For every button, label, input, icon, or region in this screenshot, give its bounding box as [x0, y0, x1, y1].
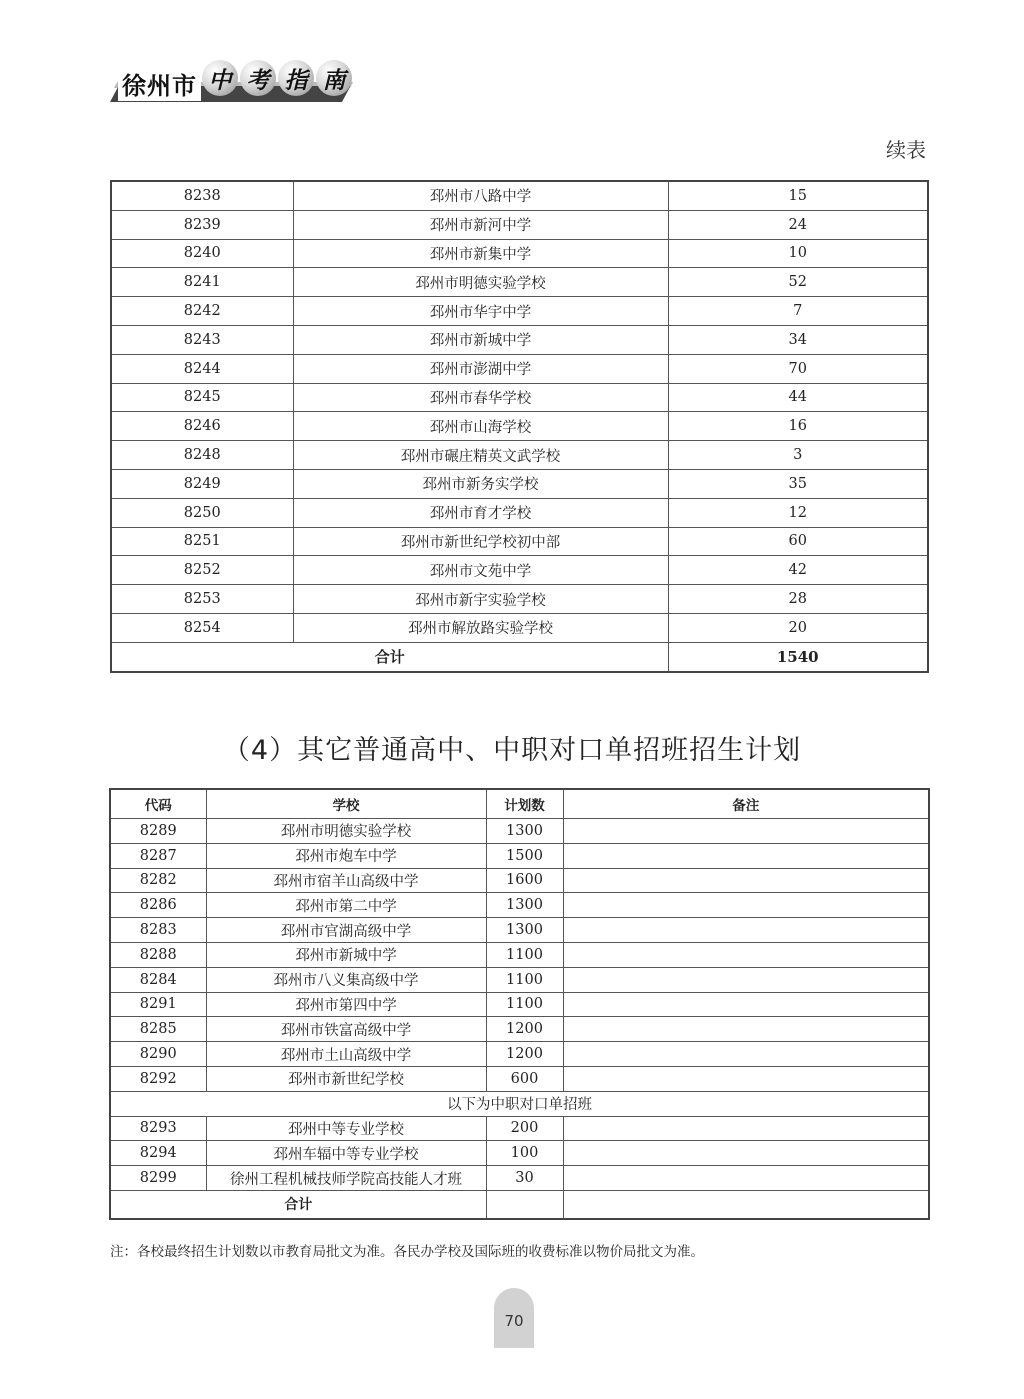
- table-row: [111, 412, 928, 441]
- cell-code: 8246: [111, 412, 293, 441]
- table-row: [111, 527, 928, 556]
- table-row: [110, 1116, 929, 1141]
- cell-code: 8299: [110, 1166, 206, 1191]
- cell-code: 8251: [111, 527, 293, 556]
- table-header-row: [110, 789, 929, 819]
- cell-count: 44: [668, 383, 928, 412]
- header-plan: 计划数: [486, 789, 563, 819]
- cell-school: 邳州市八路中学: [293, 181, 668, 210]
- table-row: [111, 556, 928, 585]
- cell-remark: [563, 992, 929, 1017]
- cell-code: 8292: [110, 1066, 206, 1091]
- cell-remark: [563, 918, 929, 943]
- cell-code: 8242: [111, 297, 293, 326]
- cell-remark: [563, 843, 929, 868]
- cell-school: 邳州市育才学校: [293, 498, 668, 527]
- table-row: [111, 383, 928, 412]
- table-row: [110, 819, 929, 844]
- cell-school: 邳州市解放路实验学校: [293, 613, 668, 642]
- cell-school: 邳州市碾庄精英文武学校: [293, 441, 668, 470]
- cell-count: 42: [668, 556, 928, 585]
- cell-plan: 1300: [486, 893, 563, 918]
- table-row: [110, 1141, 929, 1166]
- cell-school: 邳州市新城中学: [293, 325, 668, 354]
- cell-school: 邳州市宿羊山高级中学: [206, 868, 486, 893]
- cell-code: 8243: [111, 325, 293, 354]
- cell-plan: 1200: [486, 1017, 563, 1042]
- cell-plan: 1600: [486, 868, 563, 893]
- cell-code: 8290: [110, 1042, 206, 1067]
- cell-school: 邳州中等专业学校: [206, 1116, 486, 1141]
- table-row: [111, 354, 928, 383]
- cell-code: 8239: [111, 210, 293, 239]
- cell-code: 8249: [111, 469, 293, 498]
- total-label: 合计: [110, 1190, 486, 1219]
- table-row: [111, 585, 928, 614]
- table-row: [110, 1166, 929, 1191]
- enrollment-plan-table: [109, 788, 930, 1220]
- header-banner: [110, 58, 355, 108]
- cell-plan: 200: [486, 1116, 563, 1141]
- cell-school: 邳州市新世纪学校初中部: [293, 527, 668, 556]
- cell-code: 8245: [111, 383, 293, 412]
- cell-school: 邳州市官湖高级中学: [206, 918, 486, 943]
- cell-school: 邳州市新河中学: [293, 210, 668, 239]
- plan-table-body-vocational: [110, 1116, 929, 1190]
- cell-school: 邳州市新城中学: [206, 942, 486, 967]
- header-school: 学校: [206, 789, 486, 819]
- cell-count: 52: [668, 268, 928, 297]
- cell-count: 60: [668, 527, 928, 556]
- cell-school: 徐州工程机械技师学院高技能人才班: [206, 1166, 486, 1191]
- cell-plan: 1100: [486, 942, 563, 967]
- cell-code: 8244: [111, 354, 293, 383]
- cell-plan: 1100: [486, 967, 563, 992]
- table-row: [111, 325, 928, 354]
- cell-remark: [563, 942, 929, 967]
- cell-code: 8241: [111, 268, 293, 297]
- total-remark-empty: [563, 1190, 929, 1219]
- table-row: [111, 239, 928, 268]
- table-row: [110, 868, 929, 893]
- cell-school: 邳州市新宇实验学校: [293, 585, 668, 614]
- cell-school: 邳州市第四中学: [206, 992, 486, 1017]
- cell-code: 8284: [110, 967, 206, 992]
- cell-count: 15: [668, 181, 928, 210]
- cell-school: 邳州车辐中等专业学校: [206, 1141, 486, 1166]
- continued-label: 续表: [886, 138, 926, 162]
- total-value: 1540: [668, 642, 928, 671]
- cell-plan: 1300: [486, 819, 563, 844]
- table-row: [111, 613, 928, 642]
- divider-row: [110, 1091, 929, 1116]
- cell-plan: 1500: [486, 843, 563, 868]
- cell-school: 邳州市铁富高级中学: [206, 1017, 486, 1042]
- cell-remark: [563, 819, 929, 844]
- cell-count: 28: [668, 585, 928, 614]
- cell-plan: 1300: [486, 918, 563, 943]
- cell-code: 8291: [110, 992, 206, 1017]
- cell-remark: [563, 1141, 929, 1166]
- cell-code: 8294: [110, 1141, 206, 1166]
- quota-table-continued: [110, 180, 929, 673]
- header-city: 徐州市: [118, 66, 201, 101]
- table-row: [111, 210, 928, 239]
- cell-school: 邳州市明德实验学校: [206, 819, 486, 844]
- cell-code: 8287: [110, 843, 206, 868]
- cell-code: 8252: [111, 556, 293, 585]
- cell-remark: [563, 868, 929, 893]
- cell-count: 35: [668, 469, 928, 498]
- table-row: [111, 498, 928, 527]
- guide-char-3: 指: [278, 60, 314, 96]
- cell-code: 8293: [110, 1116, 206, 1141]
- total-plan-empty: [486, 1190, 563, 1219]
- table-row: [111, 181, 928, 210]
- table-row: [110, 992, 929, 1017]
- cell-code: 8238: [111, 181, 293, 210]
- cell-code: 8288: [110, 942, 206, 967]
- table-total-row: [110, 1190, 929, 1219]
- table-row: [110, 1066, 929, 1091]
- cell-school: 邳州市八义集高级中学: [206, 967, 486, 992]
- cell-school: 邳州市澎湖中学: [293, 354, 668, 383]
- cell-count: 70: [668, 354, 928, 383]
- cell-code: 8250: [111, 498, 293, 527]
- header-guide-title: [202, 60, 352, 96]
- plan-table-body-high-school: [110, 819, 929, 1092]
- cell-school: 邳州市春华学校: [293, 383, 668, 412]
- cell-school: 邳州市山海学校: [293, 412, 668, 441]
- cell-school: 邳州市土山高级中学: [206, 1042, 486, 1067]
- table-row: [110, 967, 929, 992]
- cell-code: 8286: [110, 893, 206, 918]
- table-total-row: [111, 642, 928, 671]
- cell-plan: 1200: [486, 1042, 563, 1067]
- cell-remark: [563, 1166, 929, 1191]
- guide-char-1: 中: [202, 60, 238, 96]
- cell-code: 8283: [110, 918, 206, 943]
- table-row: [110, 893, 929, 918]
- cell-code: 8253: [111, 585, 293, 614]
- cell-remark: [563, 1042, 929, 1067]
- cell-plan: 1100: [486, 992, 563, 1017]
- table-row: [111, 441, 928, 470]
- table-row: [110, 1017, 929, 1042]
- cell-school: 邳州市明德实验学校: [293, 268, 668, 297]
- cell-remark: [563, 893, 929, 918]
- cell-remark: [563, 1116, 929, 1141]
- cell-count: 16: [668, 412, 928, 441]
- cell-code: 8285: [110, 1017, 206, 1042]
- cell-remark: [563, 1017, 929, 1042]
- quota-table-body: [111, 181, 928, 642]
- cell-plan: 30: [486, 1166, 563, 1191]
- cell-code: 8248: [111, 441, 293, 470]
- cell-count: 3: [668, 441, 928, 470]
- table-row: [111, 297, 928, 326]
- cell-school: 邳州市华宇中学: [293, 297, 668, 326]
- cell-school: 邳州市新务实学校: [293, 469, 668, 498]
- cell-remark: [563, 1066, 929, 1091]
- table-row: [110, 918, 929, 943]
- cell-code: 8282: [110, 868, 206, 893]
- header-code: 代码: [110, 789, 206, 819]
- cell-school: 邳州市新集中学: [293, 239, 668, 268]
- divider-label: 以下为中职对口单招班: [110, 1091, 929, 1116]
- cell-school: 邳州市新世纪学校: [206, 1066, 486, 1091]
- cell-count: 10: [668, 239, 928, 268]
- table-row: [111, 469, 928, 498]
- page-number: 70: [504, 1312, 524, 1330]
- footnote: 注：各校最终招生计划数以市教育局批文为准。各民办学校及国际班的收费标准以物价局批文为准。: [110, 1244, 704, 1260]
- header-remark: 备注: [563, 789, 929, 819]
- cell-code: 8254: [111, 613, 293, 642]
- cell-school: 邳州市炮车中学: [206, 843, 486, 868]
- cell-count: 12: [668, 498, 928, 527]
- cell-code: 8289: [110, 819, 206, 844]
- cell-code: 8240: [111, 239, 293, 268]
- cell-count: 7: [668, 297, 928, 326]
- table-row: [111, 268, 928, 297]
- table-row: [110, 1042, 929, 1067]
- cell-school: 邳州市文苑中学: [293, 556, 668, 585]
- section-title: （4）其它普通高中、中职对口单招班招生计划: [222, 735, 802, 766]
- cell-plan: 600: [486, 1066, 563, 1091]
- table-row: [110, 843, 929, 868]
- guide-char-2: 考: [240, 60, 276, 96]
- cell-count: 34: [668, 325, 928, 354]
- cell-school: 邳州市第二中学: [206, 893, 486, 918]
- cell-plan: 100: [486, 1141, 563, 1166]
- guide-char-4: 南: [316, 60, 352, 96]
- cell-remark: [563, 967, 929, 992]
- total-label: 合计: [111, 642, 668, 671]
- table-row: [110, 942, 929, 967]
- cell-count: 20: [668, 613, 928, 642]
- cell-count: 24: [668, 210, 928, 239]
